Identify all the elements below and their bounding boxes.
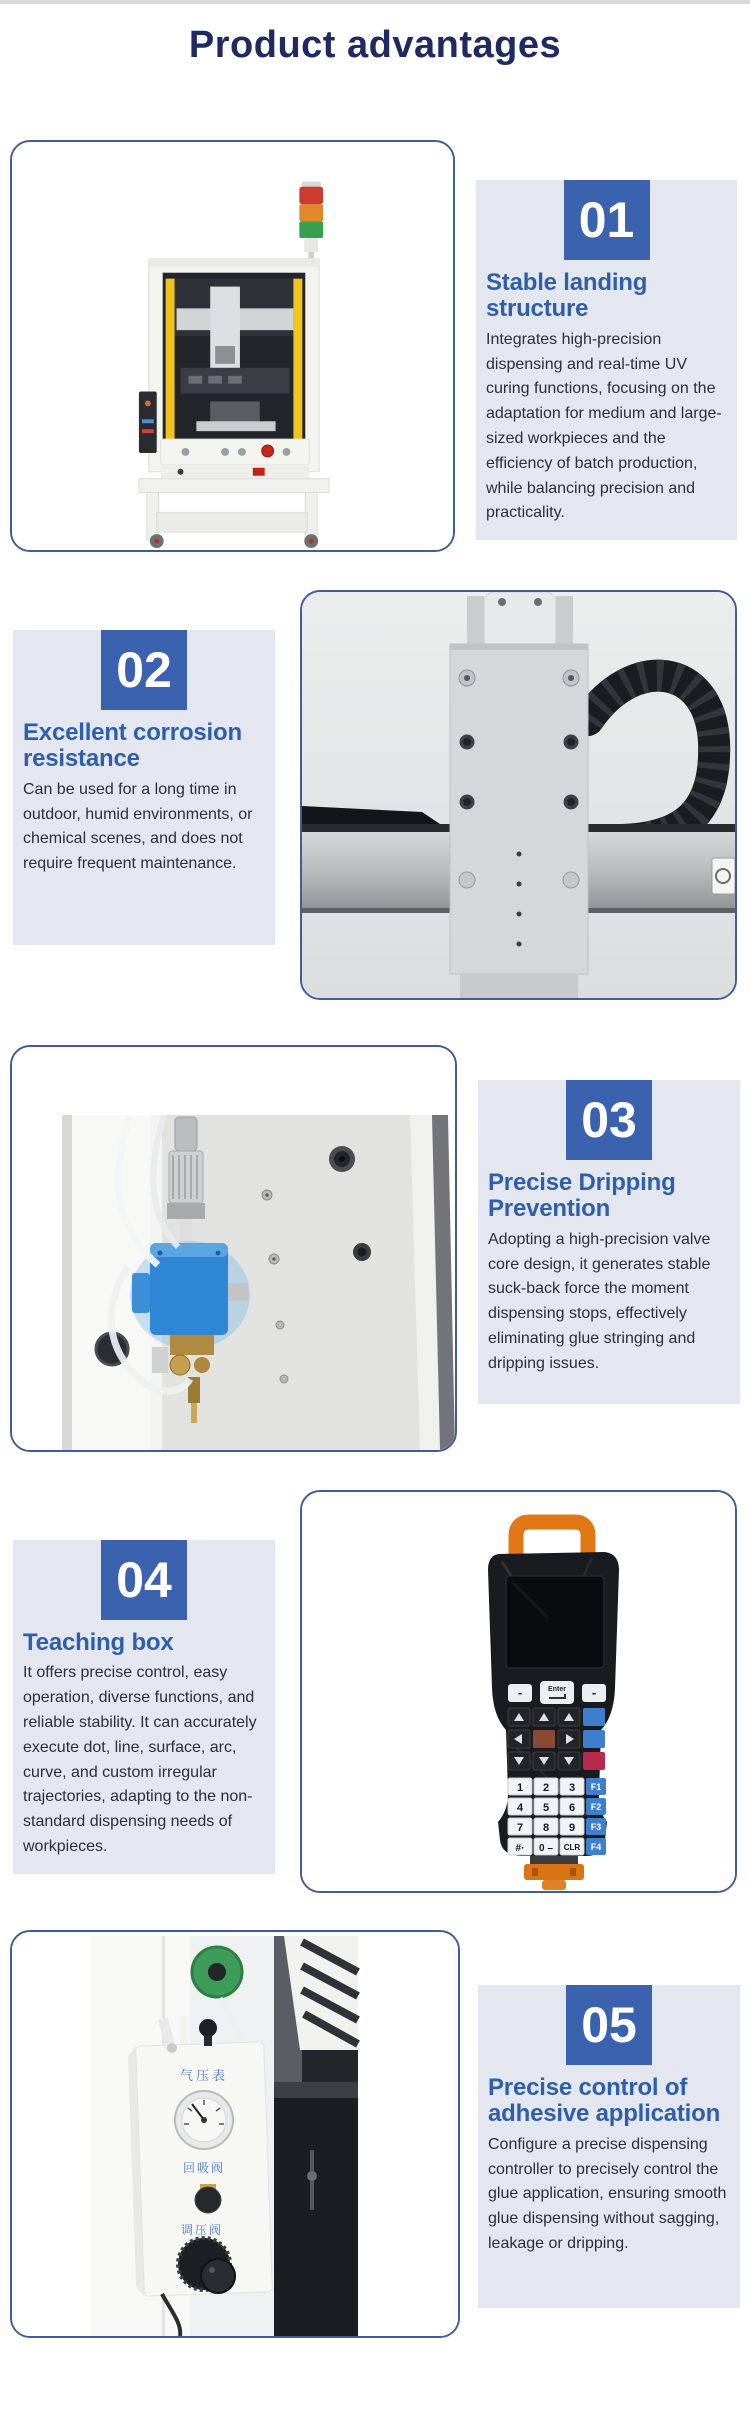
gauge-label: 气压表 [179,2068,229,2083]
product-photo-card-5 [10,1930,460,2338]
teach-pendant-photo [302,1492,735,1891]
svg-text:F1: F1 [590,1782,602,1792]
suckback-knob-icon [195,2187,221,2213]
linear-motion-module-photo [302,592,735,998]
svg-text:CLR: CLR [563,1843,581,1852]
advantage-heading-2: Excellent corrosion resistance [23,719,242,773]
svg-text:7: 7 [516,1822,524,1834]
product-photo-card-4 [300,1490,737,1893]
product-photo-card-2 [300,590,737,1000]
svg-text:8: 8 [542,1822,550,1834]
advantage-panel-4 [13,1540,275,1874]
number-badge-01: 01 [564,180,650,260]
advantage-body-1: Integrates high-precision dispensing and real-time UV curing functions, focusing on the adaptation for medium and large-sized workpieces and the efficiency of batch production, while balancing precision and practicality. [486,330,722,522]
svg-text:F4: F4 [590,1842,602,1852]
number-badge-04: 04 [101,1540,187,1620]
svg-text:4: 4 [516,1802,524,1814]
number-badge-02: 02 [101,630,187,710]
svg-text:5: 5 [542,1802,550,1814]
advantage-body-2: Can be used for a long time in outdoor, humid environments, or chemical scenes, and does not require frequent maintenance. [23,780,253,873]
advantage-heading-5: Precise control of adhesive application [488,2074,721,2128]
dispensing-valve-photo [12,1047,455,1450]
advantage-body-4: It offers precise control, easy operation, diverse functions, and reliable stability. It can accurately execute dot, line, surface, arc, curve, and custom irregular trajectories, adapting to the non-standard dispensing needs of workpieces. [23,1664,257,1855]
svg-text:9: 9 [568,1822,576,1834]
pressure-control-box-photo [12,1932,458,2336]
svg-text:3: 3 [568,1782,576,1794]
svg-text:1: 1 [516,1782,524,1794]
advantage-body-3: Adopting a high-precision valve core design, it generates stable suck-back force the moment dispensing stops, effectively eliminating glue stringing and dripping issues. [488,1230,711,1372]
pendant-key-minus-left: - [517,1685,523,1700]
advantage-heading-3: Precise Dripping Prevention [488,1169,676,1223]
svg-text:6: 6 [568,1802,576,1814]
regulator-valve-label: 调压阀 [180,2223,224,2237]
svg-text:#·: #· [515,1843,525,1854]
number-badge-05: 05 [566,1985,652,2065]
page-title: Product advantages [188,24,562,66]
advantage-panel-3 [478,1080,740,1404]
pendant-key-minus-right: - [591,1685,597,1700]
advantage-panel-1 [476,180,737,540]
svg-text:0 –: 0 – [539,1843,553,1854]
dispensing-machine-photo [12,142,453,550]
advantage-heading-4: Teaching box [23,1629,174,1656]
svg-text:2: 2 [542,1782,550,1794]
svg-text:F2: F2 [590,1802,602,1812]
suckback-valve-label: 回吸阀 [182,2161,226,2175]
advantage-body-5: Configure a precise dispensing controller to precisely control the glue application, ensuring smooth glue dispensing without sagging, leakage or dripping. [488,2135,727,2252]
product-photo-card-3 [10,1045,457,1452]
advantage-panel-5 [478,1985,740,2308]
top-divider [0,0,750,4]
product-photo-card-1 [10,140,455,552]
pendant-key-enter: Enter [548,1686,566,1693]
number-badge-03: 03 [566,1080,652,1160]
advantage-heading-1: Stable landing structure [486,269,648,323]
advantage-panel-2 [13,630,275,945]
svg-text:F3: F3 [590,1822,602,1832]
